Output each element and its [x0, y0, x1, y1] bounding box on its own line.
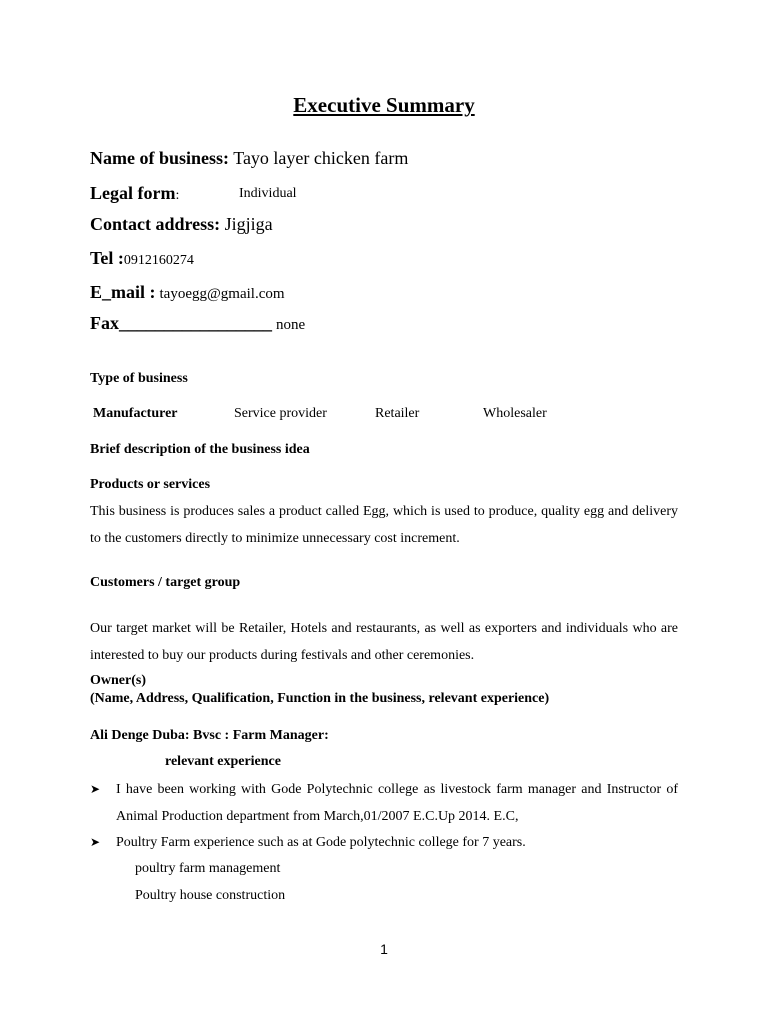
arrow-bullet-icon: ➤ [90, 835, 101, 849]
fax-label: Fax_________________ [90, 313, 272, 333]
products-heading: Products or services [90, 477, 211, 492]
business-type-manufacturer: Manufacturer [93, 406, 178, 421]
business-name-value: Tayo layer chicken farm [233, 148, 409, 168]
contact-address-label: Contact address: [90, 214, 221, 234]
legal-form-colon: : [175, 188, 180, 203]
fax-value: none [276, 317, 306, 333]
owner-line: Ali Denge Duba: Bvsc : Farm Manager: [90, 728, 329, 743]
contact-address-line [90, 214, 273, 235]
sub-item: poultry farm management [135, 861, 281, 876]
tel-value: 0912160274 [123, 253, 194, 268]
brief-description-heading: Brief description of the business idea [90, 442, 310, 457]
owners-heading: Owner(s) [90, 673, 146, 688]
fax-line [90, 313, 305, 334]
sub-item: Poultry house construction [135, 888, 286, 903]
legal-form-line [90, 183, 179, 204]
business-name-label: Name of business: [90, 148, 230, 168]
products-paragraph: This business is produces sales a product called Egg, which is used to produce, quality egg and delivery to the customers directly to minimize unnecessary cost increment. [90, 504, 678, 546]
customers-paragraph: Our target market will be Retailer, Hotels and restaurants, as well as exporters and individuals who are interested to buy our products during festivals and other ceremonies. [90, 621, 678, 663]
legal-form-label: Legal form [90, 183, 176, 203]
bullet-text: Poultry Farm experience such as at Gode polytechnic college for 7 years. [116, 835, 526, 850]
tel-line [90, 248, 194, 269]
email-line [90, 282, 285, 303]
experience-bullet [90, 776, 678, 830]
experience-bullet [90, 829, 678, 856]
business-type-wholesaler: Wholesaler [483, 406, 547, 421]
business-type-service-provider: Service provider [234, 406, 327, 421]
type-of-business-heading: Type of business [90, 371, 188, 386]
tel-label: Tel : [90, 248, 124, 268]
relevant-experience-heading: relevant experience [165, 754, 281, 769]
page-title: Executive Summary [293, 93, 475, 117]
business-type-retailer: Retailer [375, 406, 420, 421]
owners-subheading: (Name, Address, Qualification, Function in the business, relevant experience) [90, 691, 550, 706]
bullet-text: I have been working with Gode Polytechnic college as livestock farm manager and Instructor of Animal Production department from March,01/2007 E.C.Up 2014. E.C, [116, 782, 678, 824]
email-label: E_mail : [90, 282, 156, 302]
customers-heading: Customers / target group [90, 575, 241, 590]
page-number: 1 [380, 941, 388, 957]
contact-address-value: Jigjiga [224, 214, 273, 234]
arrow-bullet-icon: ➤ [90, 782, 101, 796]
business-name-line [90, 148, 408, 169]
email-value: tayoegg@gmail.com [159, 286, 285, 302]
legal-form-value: Individual [239, 186, 297, 201]
